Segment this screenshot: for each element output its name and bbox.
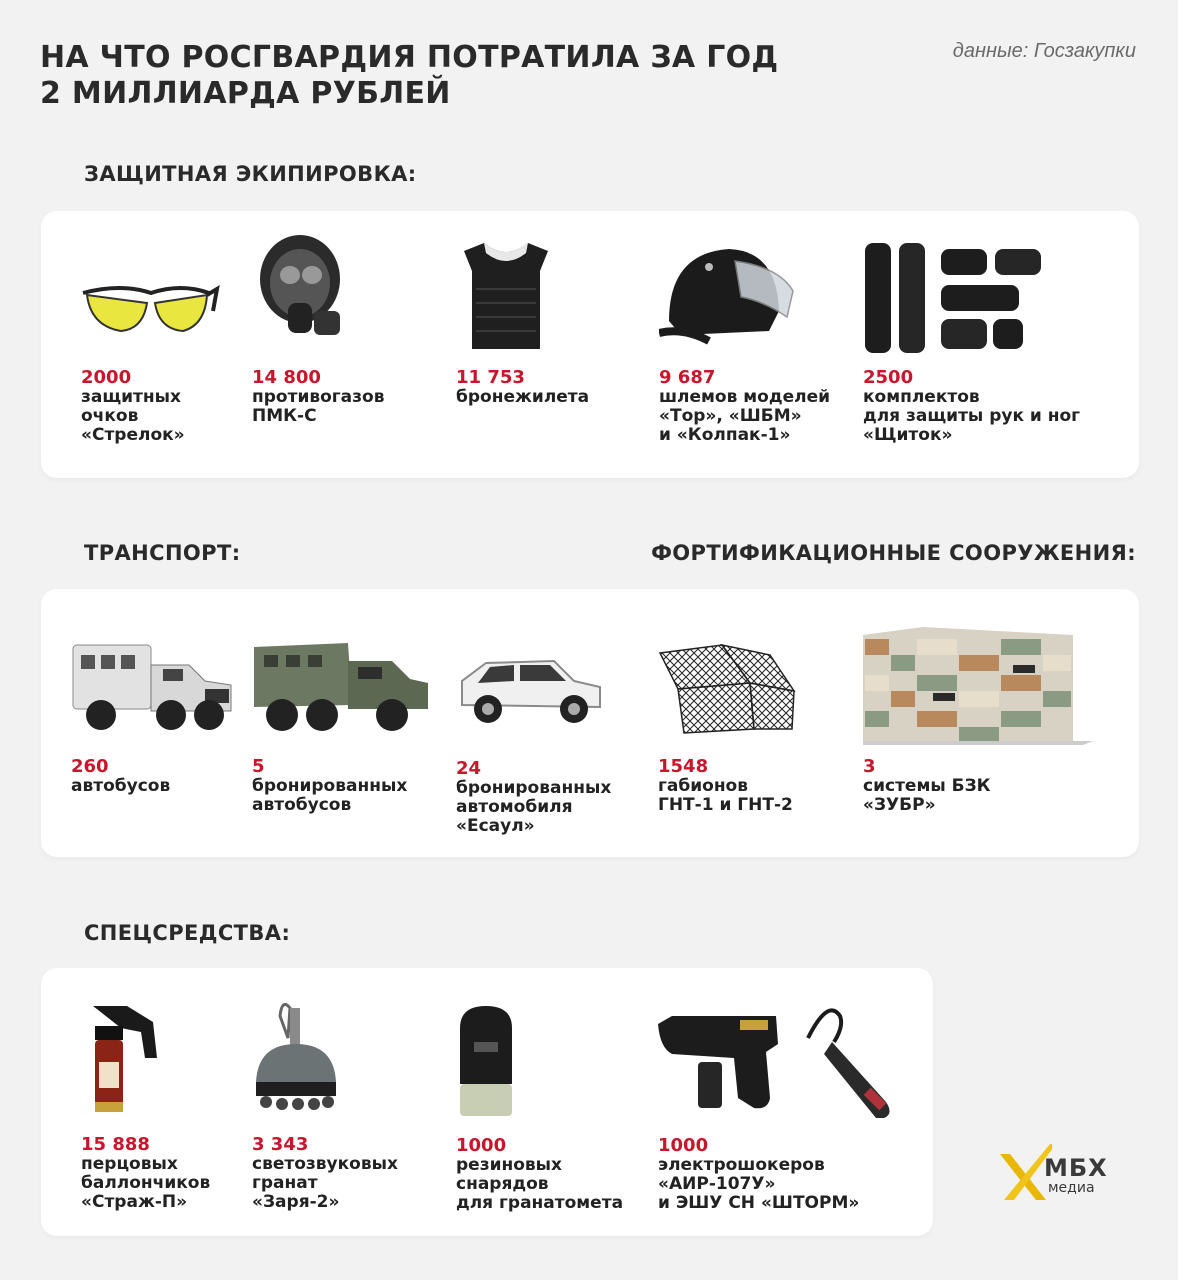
item-guards [863,231,1113,461]
item-number: 3 343 [252,1134,309,1155]
item-bus-truck [71,625,241,845]
item-label: светозвуковых гранат «Заря-2» [252,1154,398,1212]
stun-gun-icon [658,998,908,1123]
item-label: комплектов для защиты рук и ног «Щиток» [863,387,1081,445]
item-gas-mask [252,231,432,461]
item-number: 24 [456,758,482,779]
item-label: электрошокеров «АИР-107У» и ЭШУ СН «ШТОРМ» [658,1155,860,1213]
item-stun-gun [658,998,918,1228]
item-body-armor [456,231,636,461]
item-number: 15 888 [81,1134,150,1155]
armored-bus-icon [252,625,432,735]
section-title-special: СПЕЦСРЕДСТВА: [84,921,291,945]
item-number: 5 [252,756,265,777]
item-suv [456,625,646,845]
grenade-icon [252,998,342,1123]
item-number: 9 687 [659,367,716,388]
item-label: перцовых баллончиков «Страж-П» [81,1154,211,1212]
item-grenade [252,998,432,1228]
item-label: бронированных автобусов [252,776,408,815]
item-label: габионов ГНТ-1 и ГНТ-2 [658,776,793,815]
item-label: защитных очков «Стрелок» [81,387,185,445]
item-helmet [659,231,854,461]
goggles-icon [81,231,221,361]
bus-truck-icon [71,625,236,735]
rubber-shell-icon [456,998,516,1123]
card-transport [41,589,1139,857]
section-title-transport: ТРАНСПОРТ: [84,541,241,565]
page-title [40,40,778,112]
item-label: шлемов моделей «Тор», «ШБМ» и «Колпак-1» [659,387,831,445]
helmet-icon [659,231,799,361]
item-number: 3 [863,756,876,777]
logo-mbh-media [996,1140,1126,1206]
title-line-1: НА ЧТО РОСГВАРДИЯ ПОТРАТИЛА ЗА ГОД [40,40,779,75]
item-label: противогазов ПМК-С [252,387,385,426]
logo-brand: МБХ [1044,1154,1108,1182]
gas-mask-icon [252,231,352,361]
gabion-icon [658,625,798,735]
item-armored-bus [252,625,442,845]
card-protective [41,211,1139,478]
item-number: 1000 [456,1135,507,1156]
section-title-protective: ЗАЩИТНАЯ ЭКИПИРОВКА: [84,162,417,186]
bunker-icon [863,625,1093,745]
pepper-spray-icon [81,998,171,1118]
arm-leg-guards-icon [863,231,1053,361]
suv-icon [456,625,606,735]
item-number: 2500 [863,367,914,388]
source-note: данные: Госзакупки [952,40,1136,62]
item-number: 11 753 [456,367,525,388]
logo-sub: медиа [1048,1180,1095,1196]
item-bunker [863,625,1113,845]
item-pepper-spray [81,998,241,1228]
item-label: системы БЗК «ЗУБР» [863,776,991,815]
item-number: 260 [71,756,109,777]
item-rubber-shell [456,998,646,1228]
section-title-fortification: ФОРТИФИКАЦИОННЫЕ СООРУЖЕНИЯ: [651,541,1136,565]
item-label: автобусов [71,776,171,796]
item-label: бронежилета [456,387,590,407]
item-goggles [81,231,241,461]
card-special [41,968,933,1236]
item-number: 2000 [81,367,132,388]
item-label: бронированных автомобиля «Есаул» [456,778,612,836]
item-number: 1000 [658,1135,709,1156]
body-armor-icon [456,231,556,361]
item-number: 1548 [658,756,709,777]
item-number: 14 800 [252,367,321,388]
title-line-2: 2 МИЛЛИАРДА РУБЛЕЙ [40,76,451,111]
item-label: резиновых снарядов для гранатомета [456,1155,624,1213]
item-gabion [658,625,858,845]
